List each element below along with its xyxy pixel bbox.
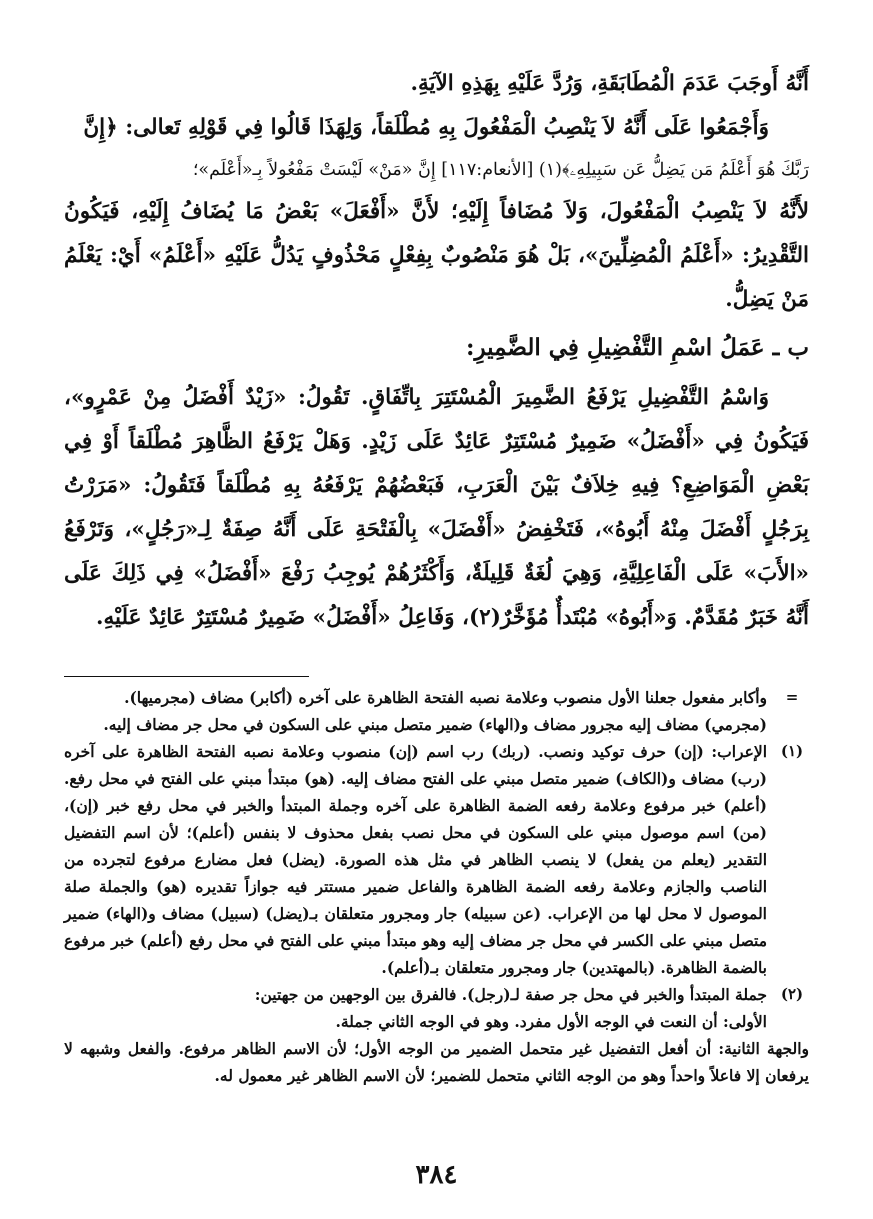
paragraph-1: وَأَجْمَعُوا عَلَى أَنَّهُ لاَ يَنْصِبُ الْمَفْعُولَ بِهِ مُطْلَقاً، وَلِهَذَا قَالُوا فِي قَوْلِهِ تَعالى: ﴿إِنَّ xyxy=(83,115,769,140)
page-number: ٣٨٤ xyxy=(415,1160,458,1190)
footnote-marker: = xyxy=(785,688,799,706)
footnote-text: (مجرمي) مضاف إليه مجرور مضاف و(الهاء) ضمير متصل مبني على السكون في محل جر مضاف إليه. xyxy=(103,715,767,734)
section-heading: ب ـ عَمَلُ اسْمِ التَّفْضِيلِ فِي الضَّمِيرِ: xyxy=(465,334,809,361)
footnote-marker: (١) xyxy=(780,742,804,760)
footnote-text: الإعراب: (إن) حرف توكيد ونصب. (ربك) رب اسم (إن) منصوب وعلامة نصبه الفتحة الظاهرة على آخره (رب) مضاف و(الكاف) ضمير متصل مبني على الفتح مضاف إليه. (هو) مبتدأ مبني على الفتح في محل رفع. (أعلم) خبر مرفوع وعلامة رفعه الضمة الظاهرة على آخره وجملة المبتدأ والخبر في محل رفع خبر (إن)، (من) اسم موصول مبني على السكون في محل نصب بفعل محذوف لا بنفس (أعلم)؛ لأن اسم التفضيل التقدير (يعلم من يفعل) لا ينصب الظاهر في مثل هذه الصورة. (يضل) فعل مضارع مرفوع لتجرده من الناصب والجازم وعلامة رفعه الضمة الظاهرة والفاعل ضمير مستتر فيه جوازاً تقديره (هو) والجملة صلة الموصول لا محل لها من الإعراب. (عن سبيله) جار ومجرور متعلقان بـ(يضل) (سبيل) مضاف و(الهاء) ضمير متصل مبني على الكسر في محل جر مضاف إليه وهو مبتدأ مبني على الفتح في محل رفع (أعلم) خبر مرفوع بالضمة الظاهرة. (بالمهتدين) جار ومجرور متعلقان بـ(أعلم). xyxy=(64,742,767,977)
footnote-text: وأكابر مفعول جعلنا الأول منصوب وعلامة نصبه الفتحة الظاهرة على آخره (أكابر) مضاف (مجرميها). xyxy=(124,688,767,707)
footnote-divider xyxy=(64,676,309,677)
paragraph-2: وَاسْمُ التَّفْضِيلِ يَرْفَعُ الضَّمِيرَ الْمُسْتَتِرَ بِاتِّفَاقٍ. تَقُولُ: «زَيْدٌ أَفْضَلُ مِنْ عَمْرٍو»، فَيَكُونُ فِي «أَفْضَلُ» ضَمِيرٌ مُسْتَتِرٌ عَائِدٌ عَلَى زَيْدٍ. وَهَلْ يَرْفَعُ الظَّاهِرَ مُطْلَقاً أَوْ فِي بَعْضِ الْمَوَاضِعِ؟ فِيهِ خِلاَفٌ بَيْنَ الْعَرَبِ، فَبَعْضُهُمْ يَرْفَعُهُ بِهِ مُطْلَقاً فَتَقُولُ: «مَرَرْتُ بِرَجُلٍ أَفْضَلَ مِنْهُ أَبُوهُ»، فَتَخْفِضُ «أَفْضَلَ» بِالْفَتْحَةِ عَلَى أَنَّهُ صِفَةٌ لِـ«رَجُلٍ»، وَتَرْفَعُ «الأَبَ» عَلَى الْفَاعِلِيَّةِ، وَهِيَ لُغَةٌ قَلِيلَةٌ، وَأَكْثَرُهُمْ يُوجِبُ رَفْعَ «أَفْضَلُ» فِي ذَلِكَ عَلَى أَنَّهُ خَبَرٌ مُقَدَّمٌ. وَ«أَبُوهُ» مُبْتَدأٌ مُؤَخَّرٌ(٢)، وَفَاعِلُ «أَفْضَلُ» ضَمِيرٌ مُسْتَتِرٌ عَائِدٌ عَلَيْهِ. xyxy=(64,385,809,630)
text-line-1: أَنَّهُ أَوجَبَ عَدَمَ الْمُطَابَقَةِ، وَرُدَّ عَلَيْهِ بِهَذِهِ الآيَةِ. xyxy=(410,71,809,96)
footnotes xyxy=(64,684,809,1089)
main-text xyxy=(64,62,809,640)
footnote-1 xyxy=(64,738,809,981)
paragraph-1-continued: لأَنَّهُ لاَ يَنْصِبُ الْمَفْعُولَ، وَلاَ مُضَافاً إِلَيْهِ؛ لأَنَّ «أَفْعَلَ» بَعْضُ مَا يُضَافُ إِلَيْهِ، فَيَكُونُ التَّقْدِيرُ: «أَعْلَمُ الْمُضِلِّينَ»، بَلْ هُوَ مَنْصُوبٌ بِفِعْلٍ مَحْذُوفٍ يَدُلُّ عَلَيْهِ «أَعْلَمُ» أَيْ: يَعْلَمُ مَنْ يَضِلُّ. xyxy=(64,199,809,312)
footnote-text: والجهة الثانية: أن أفعل التفضيل غير متحمل الضمير من الوجه الأول؛ لأن الاسم الظاهر مرفوع. والفعل وشبهه لا يرفعان إلا فاعلاً واحداً وهو من الوجه الثاني متحمل للضمير؛ لأن الاسم الظاهر غير معمول له. xyxy=(64,1039,809,1085)
footnote-continued xyxy=(64,684,809,738)
footnote-text: الأولى: أن النعت في الوجه الأول مفرد. وهو في الوجه الثاني جملة. xyxy=(335,1012,767,1031)
footnote-text: جملة المبتدأ والخبر في محل جر صفة لـ(رجل). فالفرق بين الوجهين من جهتين: xyxy=(254,985,767,1004)
footnote-2 xyxy=(64,981,809,1089)
footnote-marker: (٢) xyxy=(780,985,804,1003)
quran-verse-line: رَبَّكَ هُوَ أَعْلَمُ مَن يَضِلُّ عَن سَبِيلِهِۦ﴾(١) [الأنعام:١١٧] إِنَّ «مَنْ» لَيْسَتْ مَفْعُولاً بِـ«أَعْلَم»؛ xyxy=(192,160,809,180)
